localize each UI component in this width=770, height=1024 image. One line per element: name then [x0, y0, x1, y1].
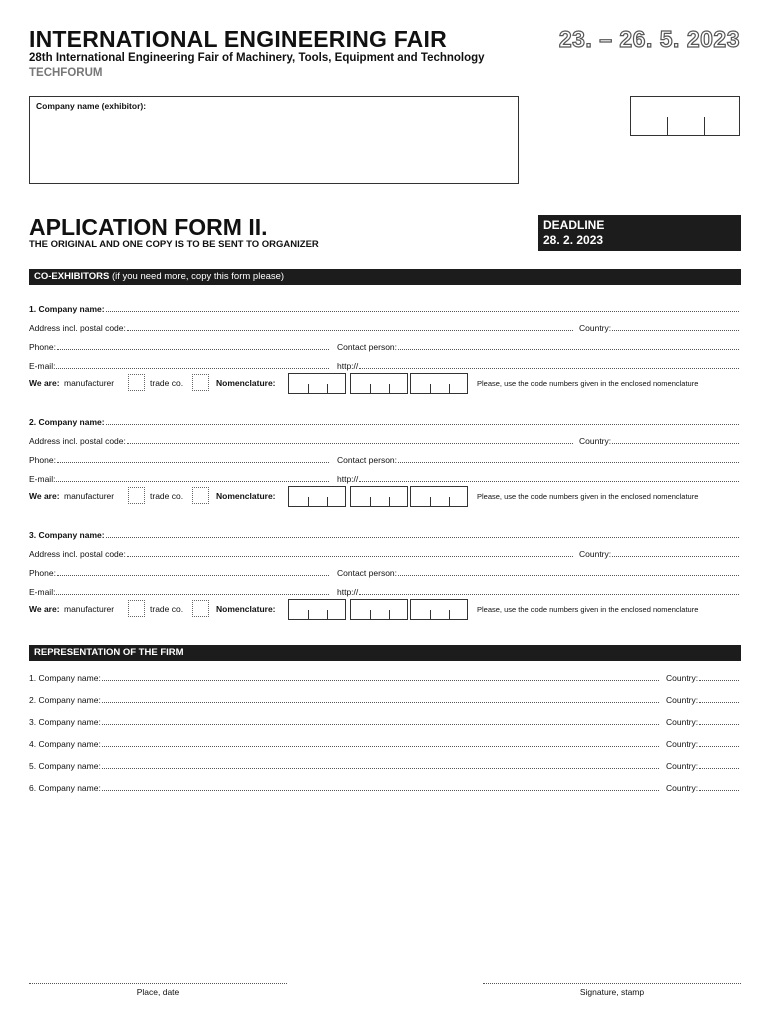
code-divider: [370, 610, 371, 619]
rep-country-field[interactable]: [666, 739, 741, 749]
company-name-field[interactable]: [29, 530, 741, 540]
rep-country-label: Country:: [666, 783, 699, 793]
address-field[interactable]: [29, 323, 575, 333]
manufacturer-checkbox[interactable]: [128, 600, 145, 617]
we-are-row: [29, 373, 741, 393]
deadline-date: 28. 2. 2023: [543, 233, 604, 247]
email-label: E-mail:: [29, 587, 56, 597]
website-field[interactable]: [337, 361, 741, 371]
country-field[interactable]: [579, 436, 741, 446]
fill-line: [56, 361, 329, 369]
fill-line: [102, 761, 659, 769]
signature-line[interactable]: [483, 983, 741, 984]
website-field[interactable]: [337, 474, 741, 484]
rep-country-field[interactable]: [666, 783, 741, 793]
code-divider: [430, 610, 431, 619]
company-name-box[interactable]: [29, 96, 519, 184]
we-are-label: We are:: [29, 378, 60, 388]
nomenclature-label: Nomenclature:: [216, 378, 276, 388]
fill-line: [127, 549, 573, 557]
fill-line: [127, 323, 573, 331]
rep-country-field[interactable]: [666, 673, 741, 683]
fill-line: [699, 695, 739, 703]
address-field[interactable]: [29, 436, 575, 446]
code-divider: [308, 610, 309, 619]
phone-label: Phone:: [29, 342, 56, 352]
email-field[interactable]: [29, 587, 331, 597]
rep-country-field[interactable]: [666, 761, 741, 771]
contact-person-label: Contact person:: [337, 455, 398, 465]
country-field[interactable]: [579, 549, 741, 559]
fill-line: [57, 342, 329, 350]
company-name-label: 3. Company name:: [29, 530, 105, 540]
fill-line: [359, 587, 739, 595]
fair-title: INTERNATIONAL ENGINEERING FAIR: [29, 26, 447, 52]
trade-label: trade co.: [150, 491, 184, 501]
fill-line: [612, 549, 739, 557]
rep-company-label: 1. Company name:: [29, 673, 101, 683]
email-field[interactable]: [29, 361, 331, 371]
fair-dates: 23. – 26. 5. 2023: [558, 26, 740, 52]
code-divider: [449, 497, 450, 506]
rep-company-field[interactable]: [29, 739, 661, 749]
manufacturer-checkbox[interactable]: [128, 487, 145, 504]
application-title: APLICATION FORM II.: [29, 214, 268, 240]
nomenclature-code-box[interactable]: [288, 373, 346, 394]
manufacturer-checkbox[interactable]: [128, 374, 145, 391]
co-exhibitors-heading: CO-EXHIBITORS: [34, 271, 110, 282]
phone-field[interactable]: [29, 342, 331, 352]
rep-company-label: 4. Company name:: [29, 739, 101, 749]
company-name-field[interactable]: [29, 417, 741, 427]
nomenclature-code-box[interactable]: [410, 373, 468, 394]
rep-country-field[interactable]: [666, 695, 741, 705]
fill-line: [699, 717, 739, 725]
fill-line: [398, 455, 739, 463]
stand-number-box[interactable]: [630, 96, 740, 136]
code-divider: [370, 497, 371, 506]
fill-line: [612, 436, 739, 444]
trade-checkbox[interactable]: [192, 374, 209, 391]
we-are-label: We are:: [29, 491, 60, 501]
email-field[interactable]: [29, 474, 331, 484]
http-label: http://: [337, 361, 359, 371]
email-label: E-mail:: [29, 361, 56, 371]
nomenclature-label: Nomenclature:: [216, 604, 276, 614]
co-exhibitors-note: (if you need more, copy this form please): [111, 271, 285, 282]
fill-line: [102, 673, 659, 681]
deadline-box: [538, 215, 741, 251]
company-name-label: 1. Company name:: [29, 304, 105, 314]
contact-person-field[interactable]: [337, 342, 741, 352]
co-exhibitors-bar: [29, 269, 741, 285]
address-field[interactable]: [29, 549, 575, 559]
rep-country-label: Country:: [666, 673, 699, 683]
country-label: Country:: [579, 549, 612, 559]
company-name-field[interactable]: [29, 304, 741, 314]
fair-subtitle: 28th International Engineering Fair of Machinery, Tools, Equipment and Technology: [29, 52, 485, 64]
company-name-label: Company name (exhibitor):: [36, 101, 147, 111]
fill-line: [106, 417, 739, 425]
stand-divider: [704, 117, 705, 135]
rep-company-field[interactable]: [29, 761, 661, 771]
we-are-row: [29, 486, 741, 506]
code-divider: [308, 497, 309, 506]
phone-field[interactable]: [29, 568, 331, 578]
fill-line: [699, 739, 739, 747]
company-name-label: 2. Company name:: [29, 417, 105, 427]
fill-line: [102, 783, 659, 791]
country-label: Country:: [579, 323, 612, 333]
nomenclature-note: Please, use the code numbers given in the enclosed nomenclature: [477, 492, 699, 501]
code-divider: [430, 497, 431, 506]
trade-label: trade co.: [150, 604, 184, 614]
contact-person-label: Contact person:: [337, 342, 398, 352]
rep-company-field[interactable]: [29, 783, 661, 793]
fill-line: [106, 304, 739, 312]
code-divider: [327, 497, 328, 506]
fill-line: [56, 474, 329, 482]
fill-line: [57, 568, 329, 576]
phone-label: Phone:: [29, 568, 56, 578]
signature-label: Signature, stamp: [579, 987, 645, 997]
trade-checkbox[interactable]: [192, 600, 209, 617]
fill-line: [398, 342, 739, 350]
nomenclature-label: Nomenclature:: [216, 491, 276, 501]
rep-company-label: 3. Company name:: [29, 717, 101, 727]
rep-country-label: Country:: [666, 695, 699, 705]
fill-line: [57, 455, 329, 463]
rep-country-label: Country:: [666, 761, 699, 771]
phone-label: Phone:: [29, 455, 56, 465]
fill-line: [699, 673, 739, 681]
rep-company-label: 6. Company name:: [29, 783, 101, 793]
code-divider: [389, 384, 390, 393]
nomenclature-note: Please, use the code numbers given in the enclosed nomenclature: [477, 605, 699, 614]
email-label: E-mail:: [29, 474, 56, 484]
code-divider: [449, 384, 450, 393]
nomenclature-code-box[interactable]: [350, 373, 408, 394]
nomenclature-code-box[interactable]: [410, 486, 468, 507]
fill-line: [102, 739, 659, 747]
rep-country-field[interactable]: [666, 717, 741, 727]
fill-line: [612, 323, 739, 331]
nomenclature-code-box[interactable]: [350, 599, 408, 620]
code-divider: [327, 610, 328, 619]
nomenclature-code-box[interactable]: [288, 599, 346, 620]
fill-line: [359, 474, 739, 482]
fill-line: [127, 436, 573, 444]
forum-name: TECHFORUM: [29, 67, 103, 79]
stand-divider: [667, 117, 668, 135]
we-are-label: We are:: [29, 604, 60, 614]
representation-bar: [29, 645, 741, 661]
trade-label: trade co.: [150, 378, 184, 388]
trade-checkbox[interactable]: [192, 487, 209, 504]
code-divider: [449, 610, 450, 619]
address-label: Address incl. postal code:: [29, 323, 126, 333]
rep-country-label: Country:: [666, 739, 699, 749]
fill-line: [699, 783, 739, 791]
code-divider: [389, 610, 390, 619]
fill-line: [102, 717, 659, 725]
code-divider: [370, 384, 371, 393]
manufacturer-label: manufacturer: [64, 378, 115, 388]
rep-company-label: 5. Company name:: [29, 761, 101, 771]
nomenclature-code-box[interactable]: [410, 599, 468, 620]
phone-field[interactable]: [29, 455, 331, 465]
rep-country-label: Country:: [666, 717, 699, 727]
nomenclature-code-box[interactable]: [288, 486, 346, 507]
we-are-row: [29, 599, 741, 619]
contact-person-field[interactable]: [337, 455, 741, 465]
country-label: Country:: [579, 436, 612, 446]
contact-person-label: Contact person:: [337, 568, 398, 578]
application-subtitle: THE ORIGINAL AND ONE COPY IS TO BE SENT TO ORGANIZER: [29, 239, 319, 250]
deadline-label: DEADLINE: [543, 218, 605, 232]
rep-company-field[interactable]: [29, 695, 661, 705]
place-date-line[interactable]: [29, 983, 287, 984]
fill-line: [398, 568, 739, 576]
manufacturer-label: manufacturer: [64, 491, 115, 501]
code-divider: [389, 497, 390, 506]
http-label: http://: [337, 474, 359, 484]
code-divider: [308, 384, 309, 393]
http-label: http://: [337, 587, 359, 597]
nomenclature-code-box[interactable]: [350, 486, 408, 507]
address-label: Address incl. postal code:: [29, 549, 126, 559]
fill-line: [106, 530, 739, 538]
website-field[interactable]: [337, 587, 741, 597]
fill-line: [699, 761, 739, 769]
place-date-label: Place, date: [136, 987, 180, 997]
address-label: Address incl. postal code:: [29, 436, 126, 446]
representation-heading: REPRESENTATION OF THE FIRM: [34, 647, 184, 658]
country-field[interactable]: [579, 323, 741, 333]
manufacturer-label: manufacturer: [64, 604, 115, 614]
fill-line: [359, 361, 739, 369]
rep-company-field[interactable]: [29, 673, 661, 683]
contact-person-field[interactable]: [337, 568, 741, 578]
code-divider: [327, 384, 328, 393]
rep-company-field[interactable]: [29, 717, 661, 727]
code-divider: [430, 384, 431, 393]
fill-line: [102, 695, 659, 703]
nomenclature-note: Please, use the code numbers given in the enclosed nomenclature: [477, 379, 699, 388]
rep-company-label: 2. Company name:: [29, 695, 101, 705]
fill-line: [56, 587, 329, 595]
